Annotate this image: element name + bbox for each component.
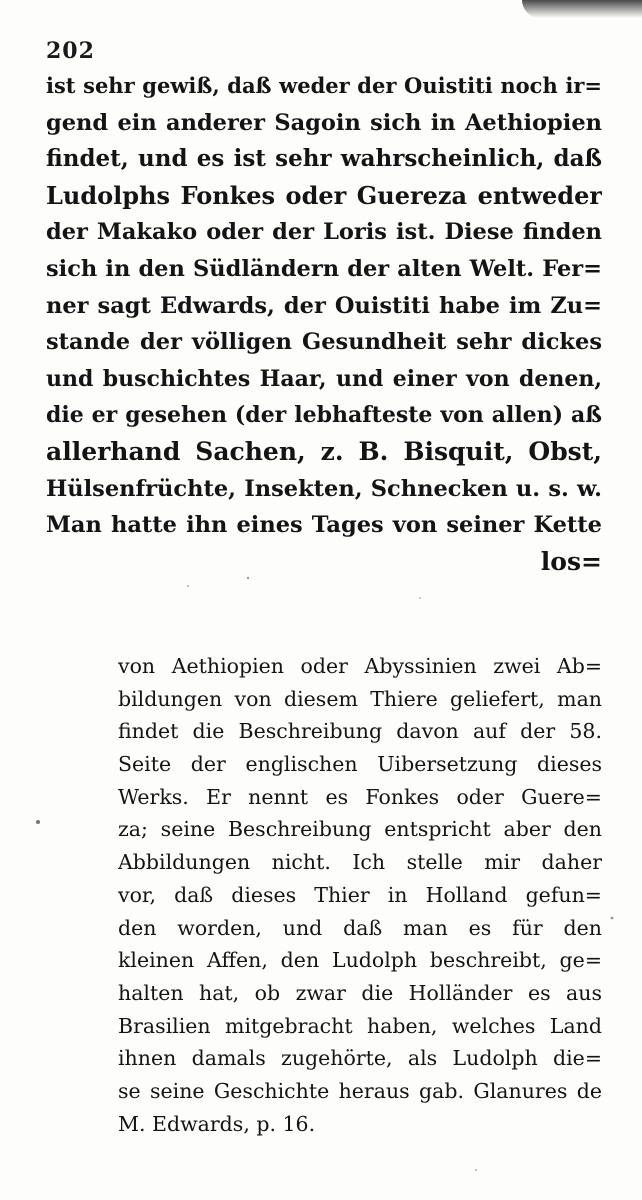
footnote-line: Abbildungen nicht. Ich stelle mir daher xyxy=(118,850,602,875)
footnote-line: kleinen Affen, den Ludolph beschreibt, ge= xyxy=(118,948,602,973)
catchword: los= xyxy=(540,546,602,576)
main-text-line: und buschichtes Haar, und einer von denen, xyxy=(46,365,602,392)
main-text-line: sich in den Südländern der alten Welt. Fer= xyxy=(46,255,602,282)
main-text-line: die er gesehen (der lebhafteste von allen) aß xyxy=(46,402,602,429)
main-text-line: Hülsenfrüchte, Insekten, Schnecken u. s. w. xyxy=(46,475,602,502)
main-text-block xyxy=(46,68,602,580)
footnote-line: M. Edwards, p. 16. xyxy=(118,1111,316,1136)
footnote-line: Werks. Er nennt es Fonkes oder Guere= xyxy=(118,784,602,809)
main-text-line: gend ein anderer Sagoin sich in Aethiopien xyxy=(46,109,602,136)
footnote-line: halten hat, ob zwar die Holländer es aus xyxy=(118,980,602,1005)
footnote-line: se seine Geschichte heraus gab. Glanures de xyxy=(118,1078,602,1103)
main-text-line: der Makako oder der Loris ist. Diese finden xyxy=(46,219,602,246)
main-text-line: stande der völligen Gesundheit sehr dickes xyxy=(46,329,602,356)
footnote-line: Seite der englischen Uibersetzung dieses xyxy=(118,752,602,777)
main-text-line: findet, und es ist sehr wahrscheinlich, daß xyxy=(46,145,602,173)
footnote-line: Brasilien mitgebracht haben, welches Land xyxy=(118,1013,602,1038)
main-text-line: allerhand Sachen, z. B. Bisquit, Obst, xyxy=(46,436,602,466)
scan-shadow xyxy=(522,0,642,18)
footnote-line: den worden, und daß man es für den xyxy=(118,915,602,940)
footnote-line: ihnen damals zugehörte, als Ludolph die= xyxy=(118,1046,602,1071)
footnote-line: bildungen von diesem Thiere geliefert, man xyxy=(118,686,602,711)
footnote-line: vor, daß dieses Thier in Holland gefun= xyxy=(118,882,602,907)
main-text-line: Man hatte ihn eines Tages von seiner Kette xyxy=(46,512,602,539)
main-text-line: ist sehr gewiß, daß weder der Ouistiti noch ir= xyxy=(46,73,602,98)
page-number: 202 xyxy=(46,38,95,64)
footnote-line: findet die Beschreibung davon auf der 58. xyxy=(118,719,602,744)
footnote-line: von Aethiopien oder Abyssinien zwei Ab= xyxy=(118,654,602,678)
main-text-line: ner sagt Edwards, der Ouistiti habe im Zu= xyxy=(46,292,602,319)
footnote-line: za; seine Beschreibung entspricht aber den xyxy=(118,817,602,842)
footnote-block xyxy=(118,650,602,1140)
main-text-line: Ludolphs Fonkes oder Guereza entweder xyxy=(46,180,602,210)
